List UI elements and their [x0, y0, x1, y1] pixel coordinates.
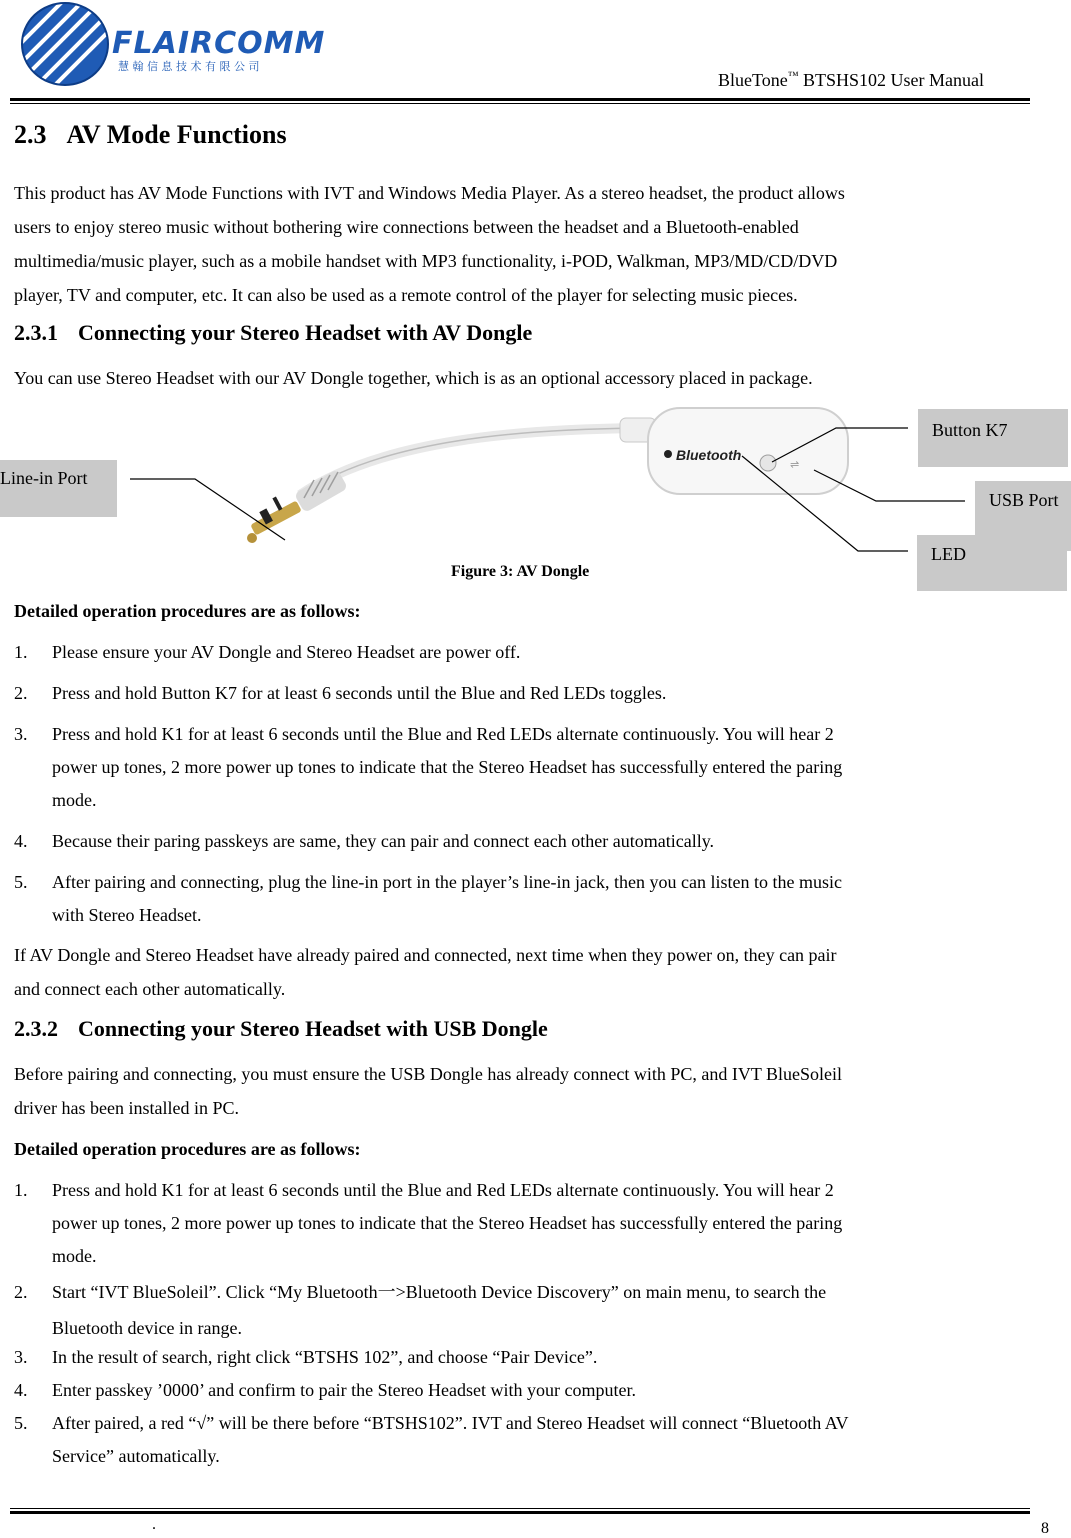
page-number: 8: [1041, 1520, 1049, 1537]
dongle-body: [620, 408, 848, 494]
list-number: 2.: [14, 1282, 28, 1302]
subsection-number: 2.3.1: [14, 320, 58, 345]
logo-subtitle: 慧 翰 信 息 技 术 有 限 公 司: [118, 60, 260, 73]
callout-button-k7: [918, 409, 1068, 467]
list-text: mode.: [52, 790, 97, 810]
list-text: Bluetooth device in range.: [52, 1318, 242, 1338]
cable-strain-relief: [294, 469, 348, 513]
list-text: mode.: [52, 1246, 97, 1266]
list-text: power up tones, 2 more power up tones to indicate that the Stereo Headset has successfully entered the paring: [52, 1213, 843, 1233]
manual-title: [718, 70, 984, 91]
subsection-intro: [14, 1057, 1054, 1125]
section-intro: [14, 176, 1054, 312]
manual-title-pre: BlueTone: [718, 70, 788, 90]
subsection-heading-av: [14, 320, 532, 346]
list-item: [14, 1274, 1044, 1344]
intro-line: Before pairing and connecting, you must ensure the USB Dongle has already connect with PC, and IVT BlueSoleil: [14, 1064, 842, 1084]
callout-label: Button K7: [932, 420, 1008, 440]
logo-name: FLAIRCOMM: [112, 26, 326, 61]
list-number: 5.: [14, 872, 28, 892]
list-text: In the result of search, right click “BTSHS 102”, and choose “Pair Device”.: [52, 1347, 598, 1367]
callout-label: LED: [931, 544, 966, 564]
list-item: [14, 1174, 1044, 1273]
note-line: and connect each other automatically.: [14, 979, 286, 999]
trademark-symbol: ™: [787, 70, 799, 82]
figure-caption: Figure 3: AV Dongle: [451, 563, 590, 580]
procedure-heading: Detailed operation procedures are as follows:: [14, 601, 361, 621]
header-rule-thin: [10, 103, 1030, 104]
dongle-bluetooth-label: Bluetooth: [676, 447, 742, 463]
list-item: [14, 677, 1044, 710]
subsection-number: 2.3.2: [14, 1016, 58, 1041]
list-text: Please ensure your AV Dongle and Stereo Headset are power off.: [52, 642, 521, 662]
list-number: 1.: [14, 1180, 28, 1200]
list-item: [14, 866, 1044, 932]
note-line: If AV Dongle and Stereo Headset have already paired and connected, next time when they power on, they can pair: [14, 945, 837, 965]
list-number: 1.: [14, 642, 28, 662]
list-text: After paired, a red “√” will be there before “BTSHS102”. IVT and Stereo Headset will connect “Bluetooth AV: [52, 1413, 849, 1433]
callout-label: USB Port: [989, 490, 1059, 510]
subsection-title: Connecting your Stereo Headset with AV Dongle: [78, 320, 533, 345]
list-number: 3.: [14, 1347, 28, 1367]
list-item: [14, 636, 1044, 669]
list-text: Because their paring passkeys are same, they can pair and connect each other automatically.: [52, 831, 715, 851]
list-text: with Stereo Headset.: [52, 905, 202, 925]
usb-symbol-icon: ⇌: [790, 458, 800, 471]
intro-line: users to enjoy stereo music without bothering wire connections between the headset and a Bluetooth-enabled: [14, 217, 799, 237]
list-number: 4.: [14, 1380, 28, 1400]
list-number: 2.: [14, 683, 28, 703]
subsection-intro: You can use Stereo Headset with our AV Dongle together, which is as an optional accessory placed in package.: [14, 368, 813, 388]
list-text: Enter passkey ’0000’ and confirm to pair the Stereo Headset with your computer.: [52, 1380, 636, 1400]
list-text: Press and hold K1 for at least 6 seconds until the Blue and Red LEDs alternate continuously. You will hear 2: [52, 1180, 834, 1200]
intro-line: player, TV and computer, etc. It can also be used as a remote control of the player for selecting music pieces.: [14, 285, 798, 305]
list-text: power up tones, 2 more power up tones to indicate that the Stereo Headset has successfully entered the paring: [52, 757, 843, 777]
manual-title-post: BTSHS102 User Manual: [798, 70, 985, 90]
section-heading: [14, 120, 287, 150]
callout-line-in-port: [0, 460, 117, 517]
procedure-note: [14, 938, 1054, 1006]
list-text: Start “IVT BlueSoleil”. Click “My Bluetooth一>Bluetooth Device Discovery” on main menu, to search the: [52, 1282, 827, 1302]
list-number: 4.: [14, 831, 28, 851]
list-number: 3.: [14, 724, 28, 744]
footer-dot: .: [152, 1516, 156, 1533]
footer-rule-thin: [10, 1508, 1030, 1509]
list-item: [14, 718, 1044, 817]
callout-label: Line-in Port: [0, 468, 88, 488]
list-text: Press and hold K1 for at least 6 seconds until the Blue and Red LEDs alternate continuously. You will hear 2: [52, 724, 834, 744]
intro-line: This product has AV Mode Functions with IVT and Windows Media Player. As a stereo headset, the product allows: [14, 183, 845, 203]
list-text: Service” automatically.: [52, 1446, 220, 1466]
section-number: 2.3: [14, 120, 47, 149]
intro-line: multimedia/music player, such as a mobile handset with MP3 functionality, i-POD, Walkman, MP3/MD/CD/DVD: [14, 251, 838, 271]
subsection-heading-usb: [14, 1016, 548, 1042]
button-k7-icon: [760, 455, 776, 471]
list-number: 5.: [14, 1413, 28, 1433]
list-item: [14, 1341, 1044, 1374]
section-title: AV Mode Functions: [66, 120, 287, 149]
subsection-title: Connecting your Stereo Headset with USB Dongle: [78, 1016, 548, 1041]
header-rule: [10, 98, 1030, 101]
footer-rule: [10, 1511, 1030, 1514]
list-item: [14, 1407, 1044, 1473]
procedure-heading: Detailed operation procedures are as follows:: [14, 1139, 361, 1159]
bluetooth-logo-icon: [664, 450, 672, 458]
list-text: Press and hold Button K7 for at least 6 seconds until the Blue and Red LEDs toggles.: [52, 683, 667, 703]
intro-line: driver has been installed in PC.: [14, 1098, 239, 1118]
list-item: [14, 825, 1044, 858]
list-text: After pairing and connecting, plug the line-in port in the player’s line-in jack, then you can listen to the music: [52, 872, 842, 892]
list-item: [14, 1374, 1044, 1407]
callout-led: [917, 535, 1067, 591]
